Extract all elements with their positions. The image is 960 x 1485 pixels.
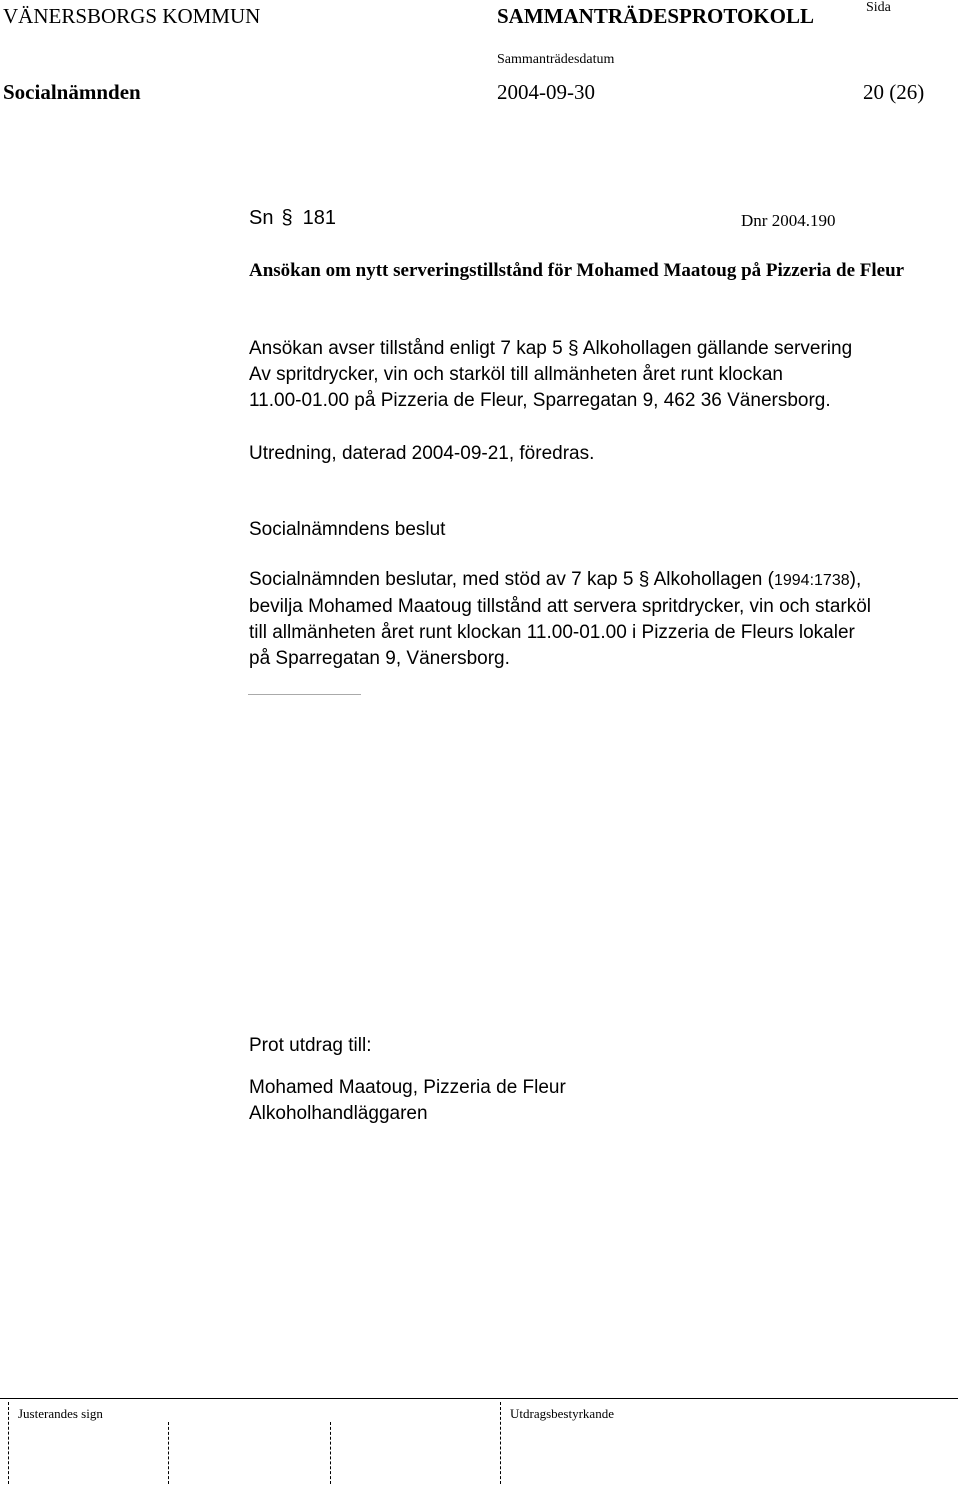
- section-symbol: §: [281, 207, 293, 229]
- case-number: 181: [302, 207, 336, 229]
- paragraph-line: bevilja Mohamed Maatoug tillstånd att servera spritdrycker, vin och starköl: [249, 596, 871, 617]
- case-section-line: [249, 207, 336, 230]
- paragraph-line: på Sparregatan 9, Vänersborg.: [249, 648, 510, 669]
- meeting-date-label: Sammanträdesdatum: [497, 52, 615, 67]
- distribution-list: [249, 1075, 566, 1127]
- paragraph-line: Socialnämnden beslutar, med stöd av 7 kap 5 § Alkohollagen (1994:1738),: [249, 569, 862, 590]
- recipient: Mohamed Maatoug, Pizzeria de Fleur: [249, 1077, 566, 1098]
- section-symbol: §: [567, 338, 579, 359]
- signature-label: Justerandes sign: [18, 1406, 103, 1421]
- board-name: Socialnämnden: [3, 80, 141, 104]
- investigation-paragraph: Utredning, daterad 2004-09-21, föredras.: [249, 443, 595, 464]
- paragraph-line: Av spritdrycker, vin och starköl till allmänheten året runt klockan: [249, 364, 783, 385]
- paragraph-line: 11.00-01.00 på Pizzeria de Fleur, Sparregatan 9, 462 36 Vänersborg.: [249, 390, 831, 411]
- diary-number: Dnr 2004.190: [741, 211, 836, 230]
- page-number: 20 (26): [863, 80, 925, 104]
- decision-paragraph: [249, 567, 871, 672]
- paragraph-line: till allmänheten året runt klockan 11.00-01.00 i Pizzeria de Fleurs lokaler: [249, 622, 855, 643]
- divider: [248, 694, 361, 695]
- signature-box-divider: [168, 1422, 169, 1484]
- organization-name: VÄNERSBORGS KOMMUN: [3, 4, 261, 28]
- signature-box-divider: [330, 1422, 331, 1484]
- signature-box-divider: [8, 1402, 9, 1484]
- recipient: Alkoholhandläggaren: [249, 1103, 428, 1124]
- signature-box-divider: [500, 1402, 501, 1484]
- distribution-label: Prot utdrag till:: [249, 1035, 372, 1056]
- document-type: SAMMANTRÄDESPROTOKOLL: [497, 4, 814, 28]
- application-paragraph: [249, 336, 852, 414]
- certified-extract-label: Utdragsbestyrkande: [510, 1406, 614, 1421]
- decision-heading: Socialnämndens beslut: [249, 519, 446, 540]
- case-title: Ansökan om nytt serveringstillstånd för Mohamed Maatoug på Pizzeria de Fleur: [249, 260, 905, 281]
- meeting-date: 2004-09-30: [497, 80, 595, 104]
- page-label: Sida: [866, 0, 891, 15]
- case-prefix: Sn: [249, 207, 274, 229]
- paragraph-line: Ansökan avser tillstånd enligt 7 kap 5 § Alkohollagen gällande servering: [249, 338, 853, 359]
- section-symbol: §: [638, 569, 650, 590]
- footer-rule: [0, 1398, 958, 1399]
